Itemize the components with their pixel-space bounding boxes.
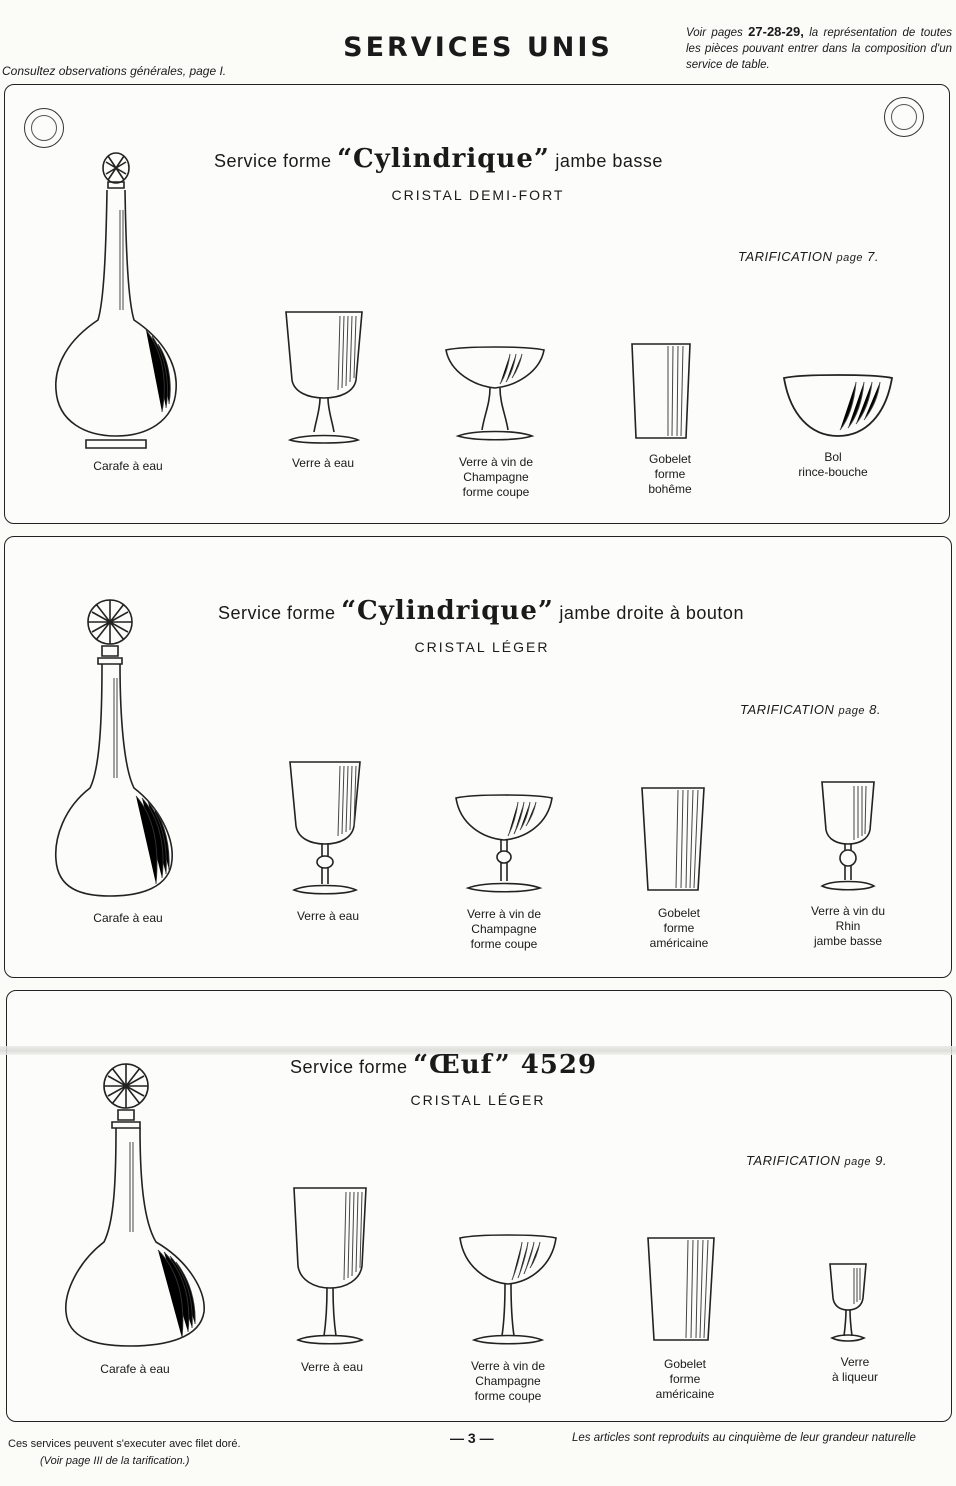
crystal-grade: CRISTAL DEMI-FORT [391, 187, 565, 203]
item-caption: Verre à vin de Champagne forme coupe [458, 455, 534, 499]
section-heading: Service forme “Cylindrique” jambe basse [214, 144, 663, 174]
champagne-coupe-icon [454, 794, 554, 896]
crystal-grade: CRISTAL LÉGER [410, 1092, 546, 1108]
section-heading: Service forme “Œuf” 4529 [290, 1050, 598, 1080]
gilded-rim-note: Ces services peuvent s'executer avec filet doré. (Voir page III de la tarification.) [8, 1438, 241, 1467]
decanter-icon [50, 598, 182, 900]
item-caption: Verre à vin de Champagne forme coupe [466, 907, 542, 951]
water-glass-icon [290, 1186, 370, 1346]
item-caption: Bol rince-bouche [798, 450, 868, 479]
page-number: — 3 — [450, 1430, 494, 1446]
item-caption: Verre à liqueur [831, 1355, 879, 1384]
crystal-grade: CRISTAL LÉGER [414, 639, 550, 655]
water-glass-icon [286, 760, 364, 898]
tumbler-icon [628, 342, 694, 442]
item-caption: Verre à vin de Champagne forme coupe [470, 1359, 546, 1403]
pages-reference-note: Voir pages 27-28-29, la représentation de toutes les pièces pouvant entrer dans la composition d'un service de table. [686, 24, 952, 71]
champagne-coupe-icon [444, 346, 546, 442]
bowl-icon [782, 374, 894, 440]
decanter-icon [60, 1062, 210, 1352]
pricing-reference: TARIFICATION page 9. [746, 1153, 887, 1168]
item-caption: Gobelet forme bohême [648, 452, 692, 496]
water-glass-icon [282, 310, 366, 446]
item-caption: Verre à eau [300, 1360, 364, 1374]
pricing-reference: TARIFICATION page 7. [738, 249, 879, 264]
decanter-icon [50, 150, 182, 450]
scale-note: Les articles sont reproduits au cinquième de leur grandeur naturelle [572, 1432, 916, 1444]
item-caption: Verre à vin du Rhin jambe basse [810, 904, 886, 948]
general-observations-note: Consultez observations générales, page I. [2, 64, 227, 78]
rhine-wine-glass-icon [816, 778, 880, 894]
item-caption: Carafe à eau [93, 459, 163, 473]
page-title: SERVICES UNIS [343, 32, 613, 63]
item-caption: Gobelet forme américaine [649, 906, 709, 950]
tumbler-icon [644, 1236, 718, 1344]
item-caption: Gobelet forme américaine [655, 1357, 715, 1401]
tumbler-icon [638, 786, 708, 894]
baccarat-seal-icon [884, 97, 924, 137]
item-caption: Verre à eau [296, 909, 360, 923]
baccarat-seal-icon [24, 108, 64, 148]
liqueur-glass-icon [826, 1262, 870, 1344]
item-caption: Verre à eau [291, 456, 355, 470]
item-caption: Carafe à eau [100, 1362, 170, 1376]
item-caption: Carafe à eau [93, 911, 163, 925]
pricing-reference: TARIFICATION page 8. [740, 702, 881, 717]
section-heading: Service forme “Cylindrique” jambe droite à bouton [218, 596, 744, 626]
champagne-coupe-icon [458, 1234, 558, 1346]
